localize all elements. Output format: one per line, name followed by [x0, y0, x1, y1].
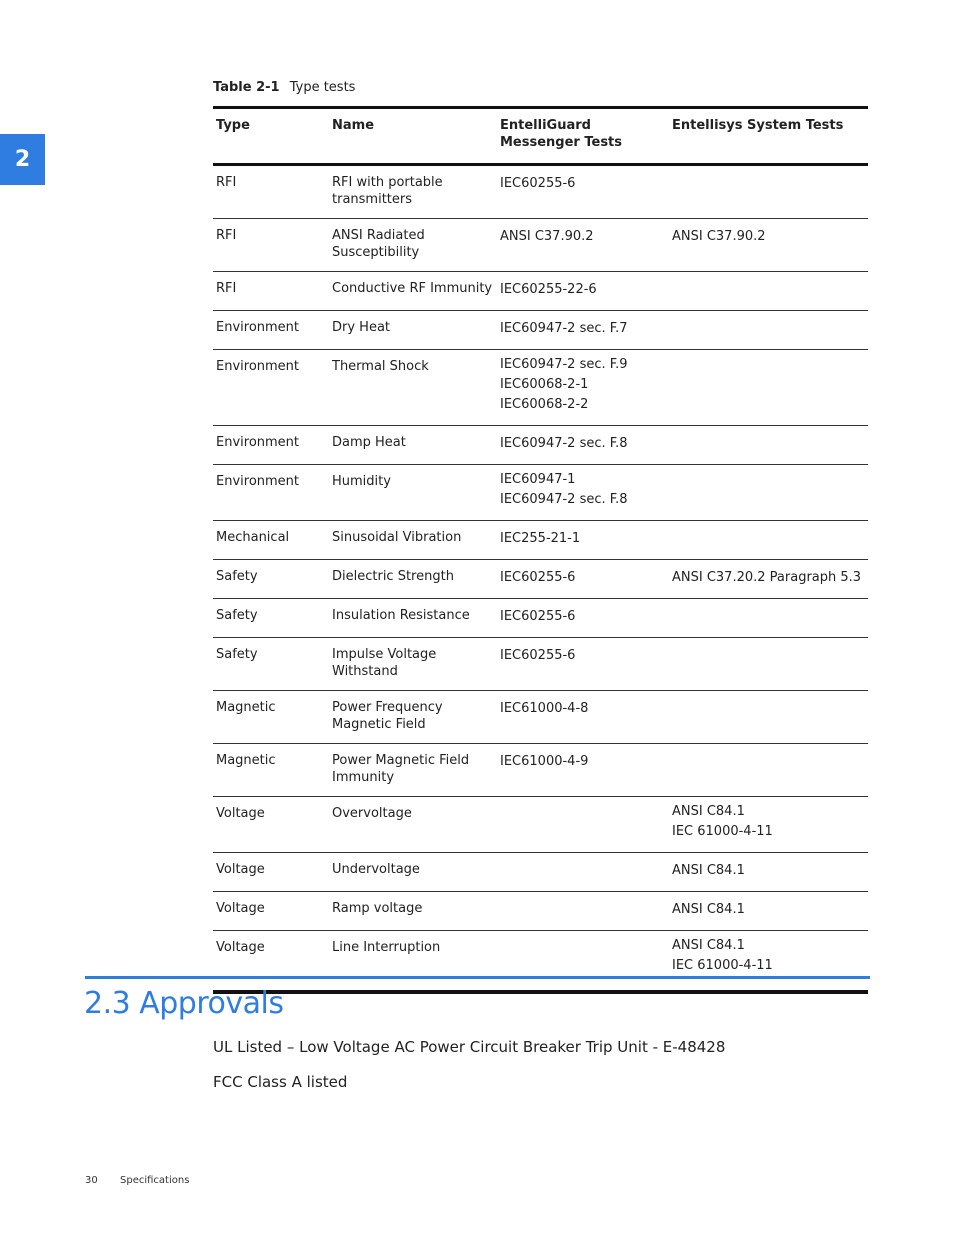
test-standard: IEC255-21-1 [500, 531, 581, 546]
cell-type: Voltage [213, 892, 329, 931]
cell-type: Environment [213, 465, 329, 521]
test-standard: IEC60255-6 [500, 609, 576, 624]
cell-name: Sinusoidal Vibration [329, 521, 497, 560]
cell-entelliguard-test [497, 165, 669, 219]
cell-entellisys-test [669, 892, 868, 931]
test-standard: IEC61000-4-8 [500, 701, 589, 716]
table-caption-text: Type tests [289, 80, 356, 95]
table-row [213, 521, 868, 560]
header-entellisys-tests: Entellisys System Tests [669, 108, 868, 165]
test-standard: IEC60947-2 sec. F.7 [500, 321, 628, 336]
cell-name: Dry Heat [329, 311, 497, 350]
cell-type: Magnetic [213, 691, 329, 744]
cell-entelliguard-test [497, 853, 669, 892]
table-header-row [213, 108, 868, 165]
test-standard: IEC60947-2 sec. F.9 [500, 357, 628, 372]
cell-entellisys-test [669, 165, 868, 219]
type-tests-table [213, 106, 868, 994]
cell-entellisys-test [669, 638, 868, 691]
cell-entelliguard-test [497, 744, 669, 797]
header-entelliguard-tests: EntelliGuard Messenger Tests [497, 108, 669, 165]
cell-entellisys-test [669, 311, 868, 350]
header-type: Type [213, 108, 329, 165]
cell-type: Magnetic [213, 744, 329, 797]
cell-entelliguard-test [497, 931, 669, 993]
table-row [213, 311, 868, 350]
cell-type: Environment [213, 426, 329, 465]
cell-entelliguard-test [497, 465, 669, 521]
table-caption [213, 80, 355, 95]
cell-type: Mechanical [213, 521, 329, 560]
table-row [213, 797, 868, 853]
cell-entelliguard-test [497, 219, 669, 272]
table-row [213, 272, 868, 311]
cell-type: Environment [213, 311, 329, 350]
test-standard: ANSI C84.1 [672, 938, 745, 953]
test-standard: IEC60947-1 [500, 472, 576, 487]
cell-name: Overvoltage [329, 797, 497, 853]
test-standard: ANSI C37.90.2 [672, 229, 766, 244]
cell-type: Voltage [213, 931, 329, 993]
cell-name: Damp Heat [329, 426, 497, 465]
section-title: 2.3 Approvals [84, 986, 284, 1021]
cell-entellisys-test [669, 350, 868, 426]
test-standard: ANSI C84.1 [672, 902, 745, 917]
table-row [213, 560, 868, 599]
cell-entelliguard-test [497, 599, 669, 638]
test-standard: IEC 61000-4-11 [672, 958, 773, 973]
approval-item: UL Listed – Low Voltage AC Power Circuit Breaker Trip Unit - E-48428 [213, 1038, 726, 1056]
cell-entelliguard-test [497, 691, 669, 744]
cell-entellisys-test [669, 744, 868, 797]
test-standard: ANSI C37.90.2 [500, 229, 594, 244]
page-number: 30 [85, 1175, 98, 1186]
cell-name: Line Interruption [329, 931, 497, 993]
test-standard: IEC 61000-4-11 [672, 824, 773, 839]
cell-name: ANSI Radiated Susceptibility [329, 219, 497, 272]
table-row [213, 165, 868, 219]
footer-section-name: Specifications [120, 1175, 190, 1186]
cell-type: Environment [213, 350, 329, 426]
cell-name: Thermal Shock [329, 350, 497, 426]
cell-entellisys-test [669, 797, 868, 853]
table-caption-label: Table 2-1 [213, 80, 280, 95]
cell-name: Ramp voltage [329, 892, 497, 931]
test-standard: IEC60255-22-6 [500, 282, 597, 297]
cell-name: Power Frequency Magnetic Field [329, 691, 497, 744]
table-row [213, 638, 868, 691]
cell-name: Humidity [329, 465, 497, 521]
table-row [213, 599, 868, 638]
cell-entelliguard-test [497, 892, 669, 931]
cell-entelliguard-test [497, 560, 669, 599]
cell-type: Safety [213, 560, 329, 599]
cell-entellisys-test [669, 691, 868, 744]
test-standard: IEC60947-2 sec. F.8 [500, 492, 628, 507]
test-standard: ANSI C84.1 [672, 804, 745, 819]
cell-entellisys-test [669, 465, 868, 521]
cell-type: RFI [213, 165, 329, 219]
header-name: Name [329, 108, 497, 165]
test-standard: IEC60255-6 [500, 176, 576, 191]
cell-entellisys-test [669, 599, 868, 638]
cell-type: Safety [213, 638, 329, 691]
cell-name: RFI with portable transmitters [329, 165, 497, 219]
cell-type: Safety [213, 599, 329, 638]
cell-entelliguard-test [497, 311, 669, 350]
cell-type: RFI [213, 272, 329, 311]
table-row [213, 931, 868, 993]
cell-entellisys-test [669, 931, 868, 993]
table-row [213, 892, 868, 931]
table-row [213, 691, 868, 744]
cell-entellisys-test [669, 272, 868, 311]
test-standard: IEC60255-6 [500, 570, 576, 585]
cell-name: Impulse Voltage Withstand [329, 638, 497, 691]
cell-entelliguard-test [497, 638, 669, 691]
table-row [213, 426, 868, 465]
cell-type: Voltage [213, 797, 329, 853]
test-standard: IEC60947-2 sec. F.8 [500, 436, 628, 451]
test-standard: IEC60068-2-1 [500, 377, 589, 392]
cell-entelliguard-test [497, 521, 669, 560]
cell-entellisys-test [669, 560, 868, 599]
cell-entelliguard-test [497, 272, 669, 311]
chapter-tab: 2 [0, 134, 45, 185]
cell-name: Insulation Resistance [329, 599, 497, 638]
table-row [213, 350, 868, 426]
cell-entelliguard-test [497, 426, 669, 465]
cell-type: Voltage [213, 853, 329, 892]
cell-entelliguard-test [497, 350, 669, 426]
cell-entellisys-test [669, 426, 868, 465]
test-standard: ANSI C37.20.2 Paragraph 5.3 [672, 570, 862, 585]
test-standard: IEC60068-2-2 [500, 397, 589, 412]
cell-name: Conductive RF Immunity [329, 272, 497, 311]
table-body [213, 165, 868, 993]
cell-entellisys-test [669, 219, 868, 272]
approval-item: FCC Class A listed [213, 1073, 348, 1091]
cell-name: Dielectric Strength [329, 560, 497, 599]
test-standard: IEC60255-6 [500, 648, 576, 663]
cell-entellisys-test [669, 521, 868, 560]
section-divider [85, 976, 870, 979]
cell-entelliguard-test [497, 797, 669, 853]
cell-type: RFI [213, 219, 329, 272]
table-row [213, 744, 868, 797]
test-standard: ANSI C84.1 [672, 863, 745, 878]
cell-entellisys-test [669, 853, 868, 892]
table-row [213, 465, 868, 521]
table-row [213, 853, 868, 892]
cell-name: Power Magnetic Field Immunity [329, 744, 497, 797]
test-standard: IEC61000-4-9 [500, 754, 589, 769]
table-row [213, 219, 868, 272]
cell-name: Undervoltage [329, 853, 497, 892]
